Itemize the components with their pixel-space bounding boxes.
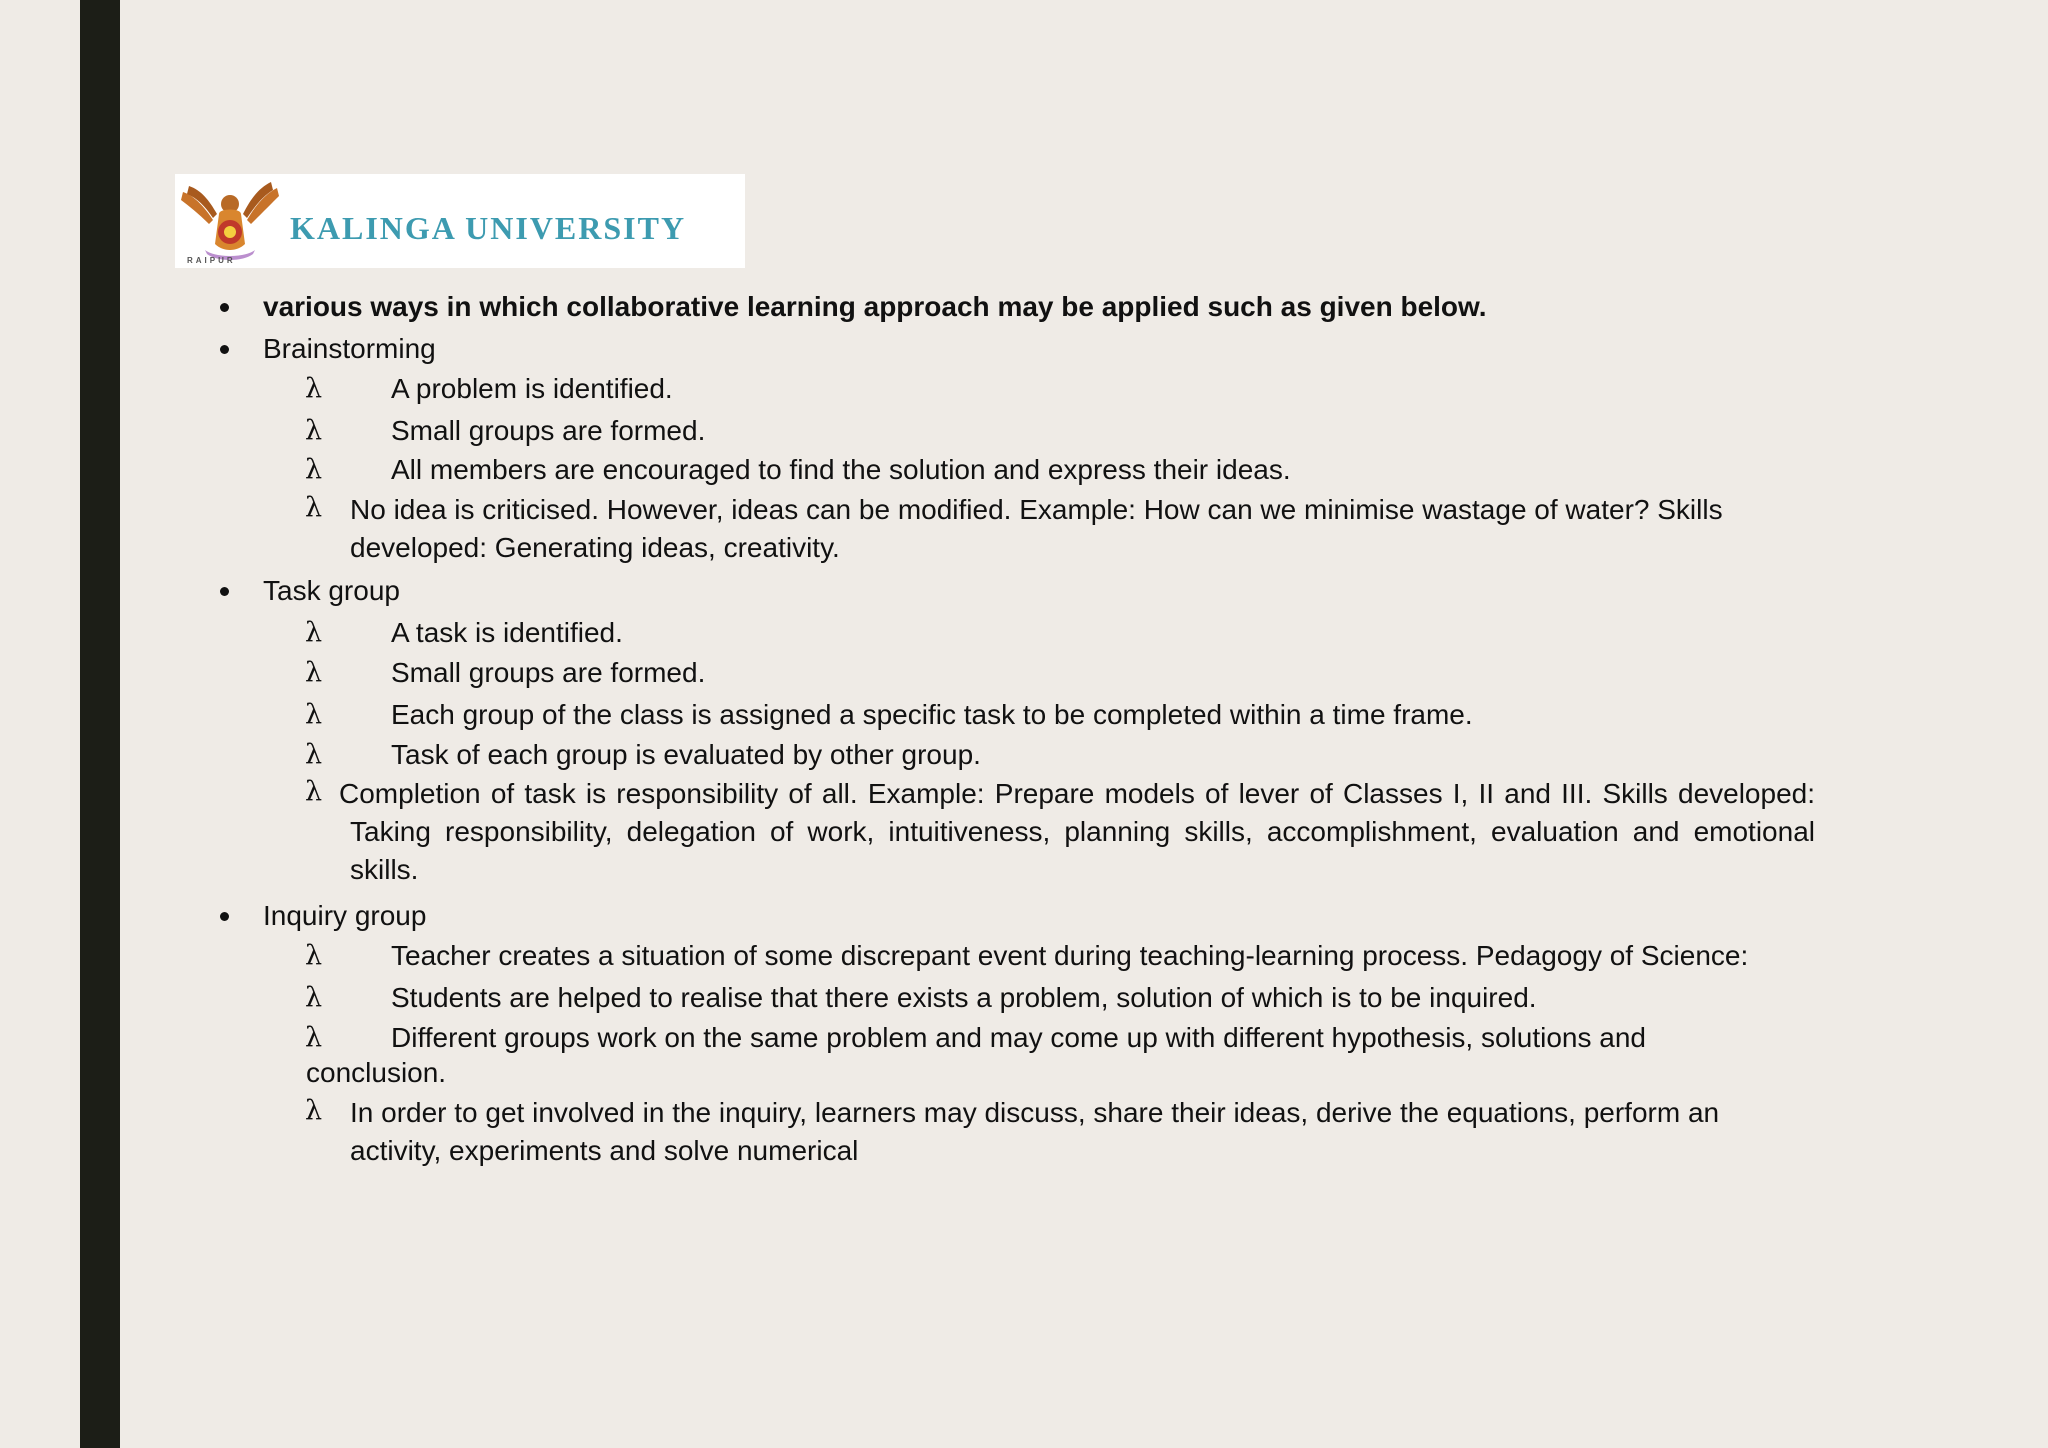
bullet-dot [218,290,234,306]
lambda-marker: λ [305,657,323,688]
lambda-marker: λ [305,617,323,648]
lambda-marker: λ [305,415,323,446]
section-title-inquiry-group: Inquiry group [263,900,427,931]
bullet-dot [218,574,234,590]
logo-wordmark: KALINGA UNIVERSITY [290,210,687,246]
lambda-marker: λ [305,982,323,1013]
lambda-marker: λ [305,776,323,807]
list-item: Students are helped to realise that there exists a problem, solution of which is to be inquired. [391,982,1537,1013]
lambda-marker: λ [305,940,323,971]
logo-subtitle: RAIPUR [187,256,236,265]
list-item: A task is identified. [391,617,623,648]
list-item-continuation: conclusion. [306,1057,447,1088]
lambda-marker: λ [305,699,323,730]
list-item: Task of each group is evaluated by other group. [391,739,981,770]
list-item: Teacher creates a situation of some discrepant event during teaching-learning process. Pedagogy of Science: [391,940,1749,971]
bullet-dot [218,332,234,348]
lambda-marker: λ [305,373,323,404]
list-item: A problem is identified. [391,373,673,404]
list-item [339,775,1815,889]
list-item: Small groups are formed. [391,657,706,688]
list-item: All members are encouraged to find the solution and express their ideas. [391,454,1291,485]
lambda-marker: λ [305,739,323,770]
intro-heading: various ways in which collaborative learning approach may be applied such as given below. [263,291,1487,322]
list-item: In order to get involved in the inquiry, learners may discuss, share their ideas, derive the equations, perform an activity, experiments and solve numerical [350,1097,1720,1166]
section-title-brainstorming: Brainstorming [263,333,436,364]
section-title-task-group: Task group [263,575,400,606]
list-item: Each group of the class is assigned a specific task to be completed within a time frame. [391,699,1473,730]
list-item: Small groups are formed. [391,415,706,446]
list-item-text: Completion of task is responsibility of all. Example: Prepare models of lever of Classes I, II and III. Skills developed: Taking responsibility, delegation of work, intuitiveness, planning skills, accomplishment, evaluation and emotional skills. [339,778,1815,885]
list-item: Different groups work on the same problem and may come up with different hypothesis, solutions and [391,1022,1646,1053]
lambda-marker: λ [305,1095,323,1126]
list-item: No idea is criticised. However, ideas can be modified. Example: How can we minimise wastage of water? Skills developed: Generating ideas, creativity. [350,494,1723,563]
bullet-dot [218,899,234,915]
lambda-marker: λ [305,1022,323,1053]
lambda-marker: λ [305,492,323,523]
lambda-marker: λ [305,454,323,485]
